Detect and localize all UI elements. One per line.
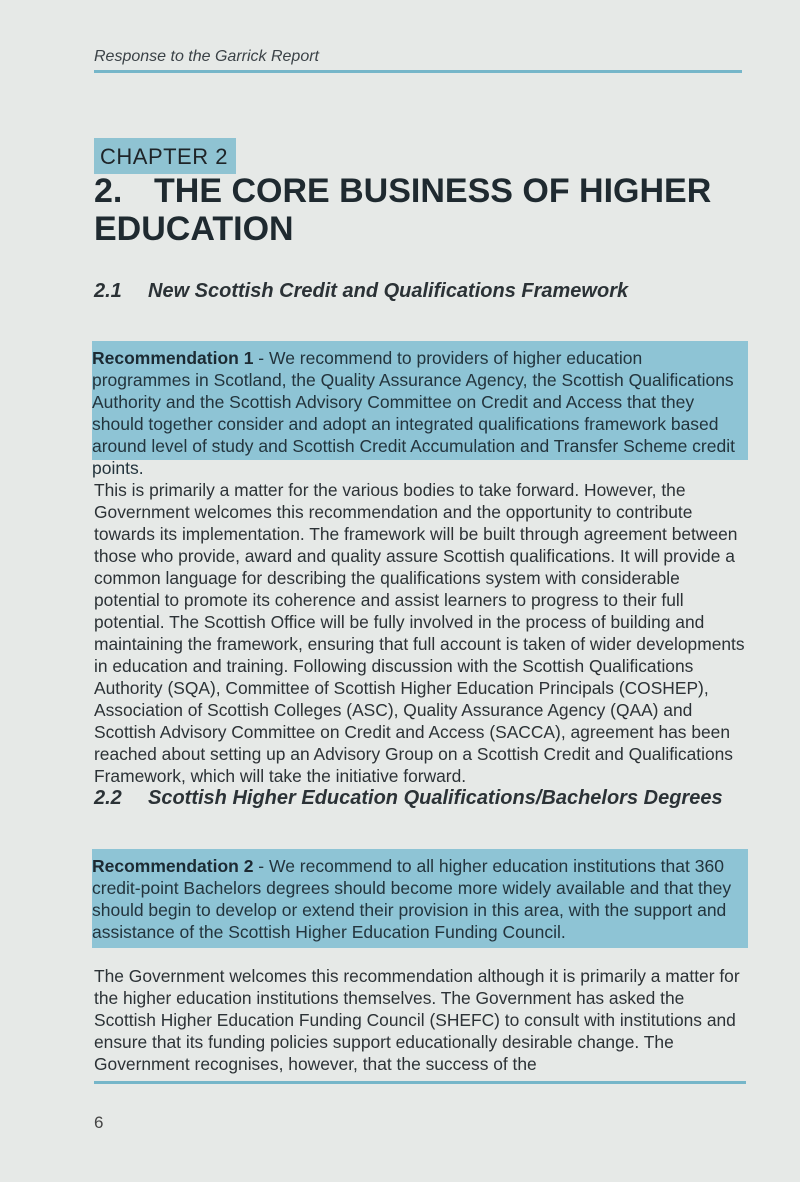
header-rule [94,70,742,73]
recommendation-box-1 [92,341,748,478]
section-heading-2-1 [94,280,628,303]
response-paragraph-2: The Government welcomes this recommendation although it is primarily a matter for the higher education institutions themselves. The Government has asked the Scottish Higher Education Funding Council (SHEFC) to consult with institutions and ensure that its funding policies support educationally desirable change. The Government recognises, however, that the success of the [94,966,740,1074]
chapter-title-text: THE CORE BUSINESS OF HIGHER EDUCATION [94,172,712,248]
chapter-label: CHAPTER 2 [94,138,236,174]
recommendation-label: Recommendation 1 [92,348,254,368]
section-number: 2.2 [94,787,122,809]
footer-rule [94,1081,746,1084]
recommendation-label: Recommendation 2 [92,856,254,876]
recommendation-text: - We recommend to providers of higher education programmes in Scotland, the Quality Assurance Agency, the Scottish Qualifications Authority and the Scottish Advisory Committee on Credit and Access that they should together consider and adopt an integrated qualifications framework based around level of study and Scottish Credit Accumulation and Transfer Scheme credit points. [92,348,735,478]
page-number: 6 [94,1113,104,1132]
section-heading-2-2 [94,787,723,810]
running-header: Response to the Garrick Report [94,48,319,65]
response-paragraph-1: This is primarily a matter for the various bodies to take forward. However, the Government welcomes this recommendation and the opportunity to contribute towards its implementation. The framework will be built through agreement between those who provide, award and quality assure Scottish qualifications. It will provide a common language for describing the qualifications system with considerable potential to promote its coherence and assist learners to progress to their full potential. The Scottish Office will be fully involved in the process of building and maintaining the framework, ensuring that full account is taken of wider developments in education and training. Following discussion with the Scottish Qualifications Authority (SQA), Committee of Scottish Higher Education Principals (COSHEP), Association of Scottish Colleges (ASC), Quality Assurance Agency (QAA) and Scottish Advisory Committee on Credit and Access (SACCA), agreement has been reached about setting up an Advisory Group on a Scottish Credit and Qualifications Framework, which will take the initiative forward. [94,480,745,786]
recommendation-box-2 [92,849,748,948]
recommendation-text-block [92,855,748,943]
section-title: New Scottish Credit and Qualifications Framework [148,280,629,302]
recommendation-text: - We recommend to all higher education institutions that 360 credit-point Bachelors degrees should become more widely available and that they should begin to develop or extend their provision in this area, with the support and assistance of the Scottish Higher Education Funding Council. [92,856,732,942]
section-number: 2.1 [94,280,122,302]
chapter-number: 2. [94,172,123,210]
recommendation-text-block [92,347,748,479]
chapter-title [94,172,774,248]
section-title: Scottish Higher Education Qualifications/Bachelors Degrees [148,787,723,809]
